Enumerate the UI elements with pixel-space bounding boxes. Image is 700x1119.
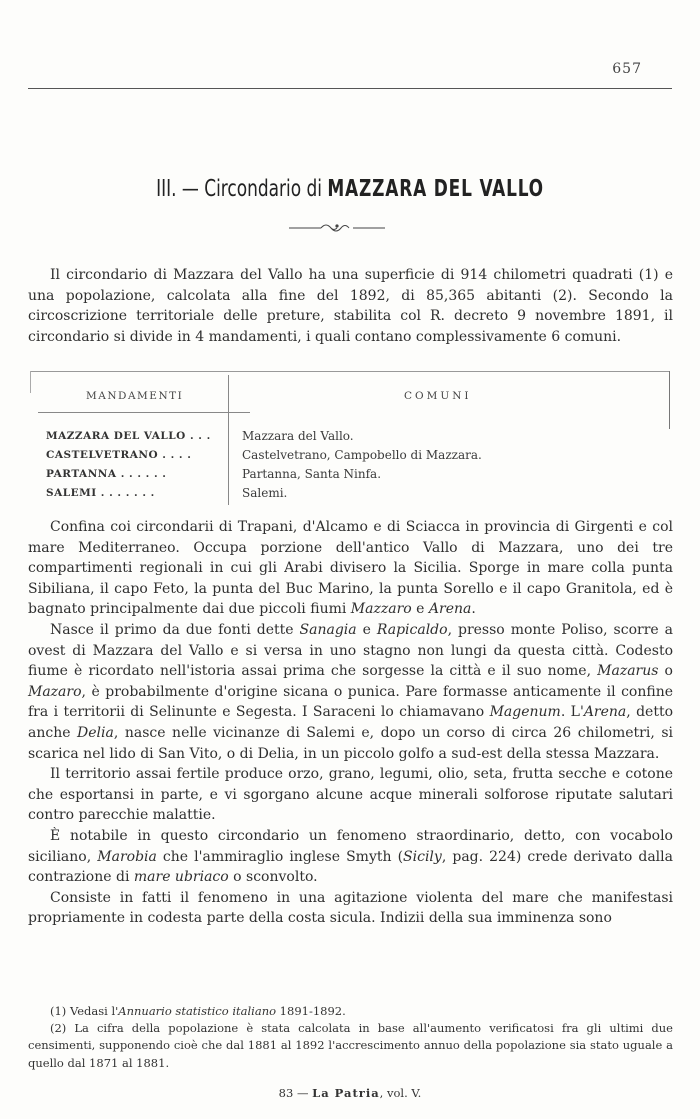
paragraph-phenomenon: Consiste in fatti il fenomeno in una agitazione violenta del mare che manifestasi propriamente in codesta parte della costa sicula. Indizii della sua imminenza sono: [28, 889, 673, 927]
signature-mark: 83 —: [278, 1086, 309, 1100]
page-number: 657: [612, 61, 642, 77]
chapter-place: MAZZARA DEL VALLO: [327, 176, 544, 202]
table-row-comuni: Mazzara del Vallo.: [242, 429, 354, 443]
chapter-title: [63, 176, 637, 202]
volume-number: , vol. V.: [379, 1086, 422, 1100]
paragraph-territory: Il territorio assai fertile produce orzo, grano, legumi, olio, seta, frutta secche e cotone che esportansi in parte, e vi sgorgano alcune acque minerali solforose riputate salutari contro parecchie malattie.: [28, 766, 673, 824]
table-row-mandamento: SALEMI . . . . . . .: [46, 487, 155, 499]
table-row-comuni: Partanna, Santa Ninfa.: [242, 467, 382, 481]
footnote-1: (1) Vedasi l'Annuario statistico italiano 1891-1892.: [50, 1004, 346, 1018]
table-column-divider: [228, 375, 229, 505]
header-mandamenti: MANDAMENTI: [86, 390, 184, 402]
paragraph-borders: Confina coi circondarii di Trapani, d'Alcamo e di Sciacca in provincia di Girgenti e col mare Mediterraneo. Occupa porzione dell'antico Vallo di Mazzara, uno dei tre compartimenti regionali in cui gli Arabi divisero la Sicilia. Sporge in mare colla punta Sibiliana, il capo Feto, la punta del Buc Marino, la punta Sorello e il capo Granitola, ed è bagnato principalmente dai due piccoli fiumi Mazzaro e Arena.: [28, 519, 673, 618]
ornament-divider: [287, 220, 387, 234]
table-left-rule: [30, 371, 31, 393]
publication-title: La Patria: [312, 1086, 380, 1100]
footnote-2: (2) La cifra della popolazione è stata calcolata in base all'aumento verificatosi fra gli ultimi due censimenti, supponendo cioè che dal 1881 al 1892 l'accrescimento annuo della popolazione sia stato uguale a quello dal 1871 al 1881.: [28, 1021, 673, 1070]
top-rule: [28, 88, 672, 89]
body-text: [28, 517, 673, 929]
paragraph-rivers: Nasce il primo da due fonti dette Sanagia e Rapicaldo, presso monte Poliso, scorre a ovest di Mazzara del Vallo e si versa in uno stagno non lungi da questa città. Codesto fiume è ricordato nell'istoria assai prima che sorgesse la città e il suo nome, Mazarus o Mazaro, è probabilmente d'origine sicana o punica. Pare formasse anticamente il confine fra i territorii di Selinunte e Segesta. I Saraceni lo chiamavano Magenum. L'Arena, detto anche Delia, nasce nelle vicinanze di Salemi e, dopo un corso di circa 26 chilometri, si scarica nel lido di San Vito, o di Delia, in un piccolo golfo a sud-est della stessa Mazzara.: [28, 621, 674, 762]
table-top-rule: [30, 371, 670, 372]
table-row-comuni: Salemi.: [242, 486, 288, 500]
table-row-mandamento: PARTANNA . . . . . .: [46, 468, 167, 480]
chapter-prefix: Circondario di: [204, 176, 322, 202]
intro-text: Il circondario di Mazzara del Vallo ha una superficie di 914 chilometri quadrati (1) e una popolazione, calcolata alla fine del 1892, di 85,365 abitanti (2). Secondo la circoscrizione territoriale delle preture, stabilita col R. decreto 9 novembre 1891, il circondario si divide in 4 mandamenti, i quali contano complessivamente 6 comuni.: [28, 267, 673, 345]
intro-paragraph: [28, 265, 673, 347]
mandamenti-table: [30, 371, 670, 511]
table-header-rule: [38, 412, 250, 413]
chapter-numeral: III.: [156, 176, 177, 202]
table-row-mandamento: CASTELVETRANO . . . .: [46, 449, 192, 461]
page-footer: [0, 1086, 700, 1100]
table-row-mandamento: MAZZARA DEL VALLO . . .: [46, 430, 211, 442]
chapter-dash: —: [181, 176, 199, 202]
table-right-rule: [669, 371, 670, 429]
footnotes: [28, 1003, 673, 1072]
table-row-comuni: Castelvetrano, Campobello di Mazzara.: [242, 448, 482, 462]
paragraph-marobia: È notabile in questo circondario un fenomeno straordinario, detto, con vocabolo siciliano, Marobia che l'ammiraglio inglese Smyth (Sicily, pag. 224) crede derivato dalla contrazione di mare ubriaco o sconvolto.: [28, 827, 673, 886]
header-comuni: COMUNI: [404, 390, 472, 402]
